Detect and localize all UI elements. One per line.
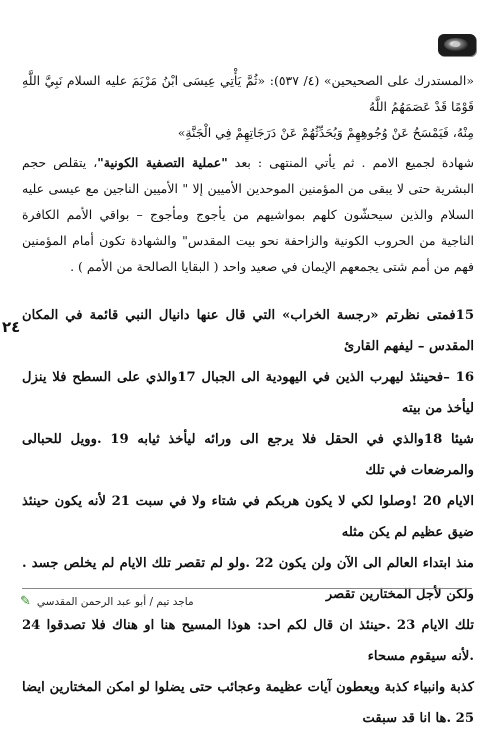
author-credit: ماجد تيم / أبو عبد الرحمن المقدسي [36,595,194,608]
disc-logo-icon [438,34,476,56]
emphasis-text: "عملية التصفية الكونية" [97,155,228,170]
scripture-passage [22,300,474,734]
scripture-line: 16 –فحينئذ ليهرب الذين في اليهودية الى الجبال 17والذي على السطح فلا ينزل ليأخذ من بيته [22,370,474,416]
quote-line: «المستدرك على الصحيحين» (٤/ ٥٣٧): «ثُمَّ يَأْتِي عِيسَى ابْنُ مَرْيَمَ عليه السلام نَبِيَّ اللَّهِ قَوْمًا قَدْ عَصَمَهُمُ اللَّهُ [22,73,474,114]
scripture-line: شيئا 18والذي في الحقل فلا يرجع الى ورائه ليأخذ ثيابه 19 .وويل للحبالى والمرضعات في تلك [22,432,474,478]
footer-divider [22,588,472,589]
pen-icon: ✎ [20,594,31,609]
scripture-line: 15فمتى نظرتم «رجسة الخراب» التي قال عنها دانيال النبي قائمة في المكان المقدس – ليفهم القارئ [22,308,474,354]
scripture-line: منذ ابتداء العالم الى الآن ولن يكون 22 .ولو لم تقصر تلك الايام لم يخلص جسد . ولكن لأجل المختارين تقصر [22,556,474,602]
paragraph-text: ، يتقلص حجم البشرية حتى لا يبقى من المؤمنين الموحدين الأميين إلا " الأميين الناجين مع عيسى عليه السلام والذين سيحشّون كلهم بمواشيهم من يأجوج ومأجوج – بواقي الأمم الكافرة الناجية من الحروب الكونية والزاحفة نحو بيت المقدس" والشهادة تكون أمام المؤمنين فهم من أمم شتى يجمعهم الإيمان في صعيد واحد ( البقايا الصالحة من الأمم ) . [22,155,474,274]
scripture-line: الايام 20 !وصلوا لكي لا يكون هربكم في شتاء ولا في سبت 21 لأنه يكون حينئذ ضيق عظيم لم يكن مثله [22,494,474,540]
paragraph-text: شهادة لجميع الامم . ثم يأتي المنتهى : بعد [227,155,474,170]
body-paragraph [22,150,474,280]
page-number: ٢٤ [2,318,21,336]
footer [20,594,194,609]
scripture-line: كذبة وانبياء كذبة ويعطون آيات عظيمة وعجائب حتى يضلوا لو امكن المختارين ايضا 25 .ها انا قد سبقت [22,680,474,726]
quote-line: مِنْهُ، فَيَمْسَحُ عَنْ وُجُوهِهِمْ وَيُحَدِّثُهُمْ عَنْ دَرَجَاتِهِمْ فِي الْجَنَّةِ» [177,125,474,140]
scripture-line: تلك الايام 23 .حينئذ ان قال لكم احد: هوذا المسيح هنا او هناك فلا تصدقوا 24 .لأنه سيقوم مسحاء [22,618,474,664]
hadith-quote [22,68,474,146]
